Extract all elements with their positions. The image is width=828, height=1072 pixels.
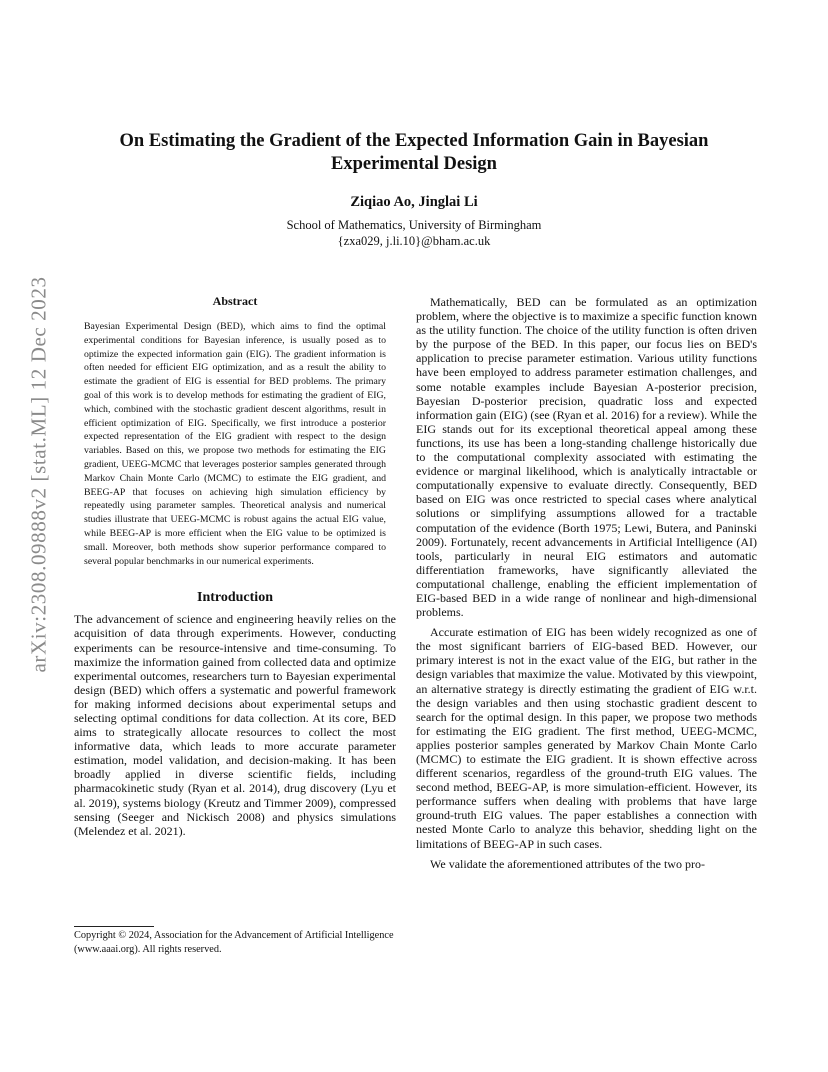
paper-title: On Estimating the Gradient of the Expected Information Gain in Bayesian Experimental Design [119, 131, 709, 174]
intro-paragraph-4: We validate the aforementioned attributes of the two pro- [430, 856, 705, 871]
affiliation: School of Mathematics, University of Birmingham [286, 218, 542, 232]
footnote-rule [74, 926, 154, 927]
intro-paragraph-2: Mathematically, BED can be formulated as an optimization problem, where the objective is to maximize a specific function known as the utility function. The choice of the utility function is often driven by the purpose of the BED. In this paper, our focus lies on BED's application to precise parameter estimation. Various utility functions have been employed to address parameter estimation challenges, and some notable examples include Bayesian A-posterior precision, Bayesian D-posterior precision, quadratic loss and expected information gain (EIG) (see (Ryan et al. 2016) for a review). While the EIG stands out for its exceptional theoretical appeal among these functions, its use has been a long-standing challenge historically due to the computational complexity associated with estimating the evidence or marginal likelihood, which is analytically intractable or computationally expensive to evaluate directly. Consequently, BED based on EIG was once restricted to special cases where analytical solutions or simplifying assumptions allowed for a tractable computation of the evidence (Borth 1975; Lewi, Butera, and Paninski 2009). Fortunately, recent advancements in Artificial Intelligence (AI) tools, particularly in neural EIG estimators and automatic differentiation frameworks, have significantly alleviated the computational challenge, enabling the efficient implementation of EIG-based BED in a wide range of nonlinear and high-dimensional problems. [416, 295, 757, 620]
abstract-heading: Abstract [212, 294, 258, 308]
left-column [74, 294, 396, 838]
paper-authors: Ziqiao Ao, Jinglai Li [350, 194, 478, 210]
introduction-heading: Introduction [197, 590, 273, 606]
intro-paragraph-3: Accurate estimation of EIG has been widely recognized as one of the most significant barriers of EIG-based BED. However, our primary interest is not in the exact value of the EIG, but rather in the design variables that maximize the value. Motivated by this viewpoint, an alternative strategy is directly estimating the gradient of EIG w.r.t. the design variables and then using stochastic gradient descent to search for the optimal design. In this paper, we propose two methods for estimating the EIG gradient. The first method, UEEG-MCMC, applies posterior samples generated by Markov Chain Monte Carlo (MCMC) to estimate the EIG gradient. It is shown effective across different scenarios, regardless of the ground-truth EIG values. The second method, BEEG-AP, is more simulation-efficient. However, its performance suffers when dealing with problems that have large ground-truth EIG values. The paper establishes a connection with nested Monte Carlo to analyze this behavior, shedding light on the limitations of BEEG-AP in such cases. [416, 625, 757, 851]
intro-paragraph-1: The advancement of science and engineering heavily relies on the acquisition of data through experiments. However, conducting experiments can be resource-intensive and time-consuming. To maximize the information gained from collected data and optimize experimental outcomes, researchers turn to Bayesian experimental design (BED) which offers a systematic and powerful framework for making informed decisions about experimental setups and selecting optimal conditions for data collection. At its core, BED aims to strategically allocate resources to collect the most informative data, which leads to more accurate parameter estimation, model validation, and decision-making. It has been broadly applied in diverse scientific fields, including pharmacokinetic study (Ryan et al. 2014), drug discovery (Lyu et al. 2019), systems biology (Kreutz and Timmer 2009), compressed sensing (Seeger and Nickisch 2008) and physics simulations (Melendez et al. 2021). [74, 612, 396, 838]
right-column [416, 295, 757, 871]
arxiv-identifier-text: arXiv:2308.09888v2 [stat.ML] 12 Dec 2023 [26, 275, 51, 673]
abstract-text: Bayesian Experimental Design (BED), which aims to find the optimal experimental conditions for Bayesian inference, is usually posed as to optimize the expected information gain (EIG). The gradient information is often needed for efficient EIG optimization, and as a result the ability to estimate the gradient of EIG is essential for BED problems. The primary goal of this work is to develop methods for estimating the gradient of EIG, which, combined with the stochastic gradient descent algorithms, result in efficient optimization of EIG. Specifically, we first introduce a posterior expected representation of the EIG gradient with respect to the design variables. Based on this, we propose two methods for estimating the EIG gradient, UEEG-MCMC that leverages posterior samples generated through Markov Chain Monte Carlo (MCMC) to estimate the EIG gradient, and BEEG-AP that focuses on achieving high simulation efficiency by repeatedly using parameter samples. Theoretical analysis and numerical studies illustrate that UEEG-MCMC is robust agains the actual EIG value, while BEEG-AP is more efficient when the EIG value to be optimized is small. Moreover, both methods show superior performance compared to several popular benchmarks in our numerical experiments. [84, 321, 386, 567]
author-email: {zxa029, j.li.10}@bham.ac.uk [337, 233, 491, 248]
arxiv-identifier [18, 275, 60, 673]
copyright-notice: Copyright © 2024, Association for the Advancement of Artificial Intelligence (www.aaai.org). All rights reserved. [74, 930, 394, 955]
author-affiliation-block [74, 218, 754, 249]
